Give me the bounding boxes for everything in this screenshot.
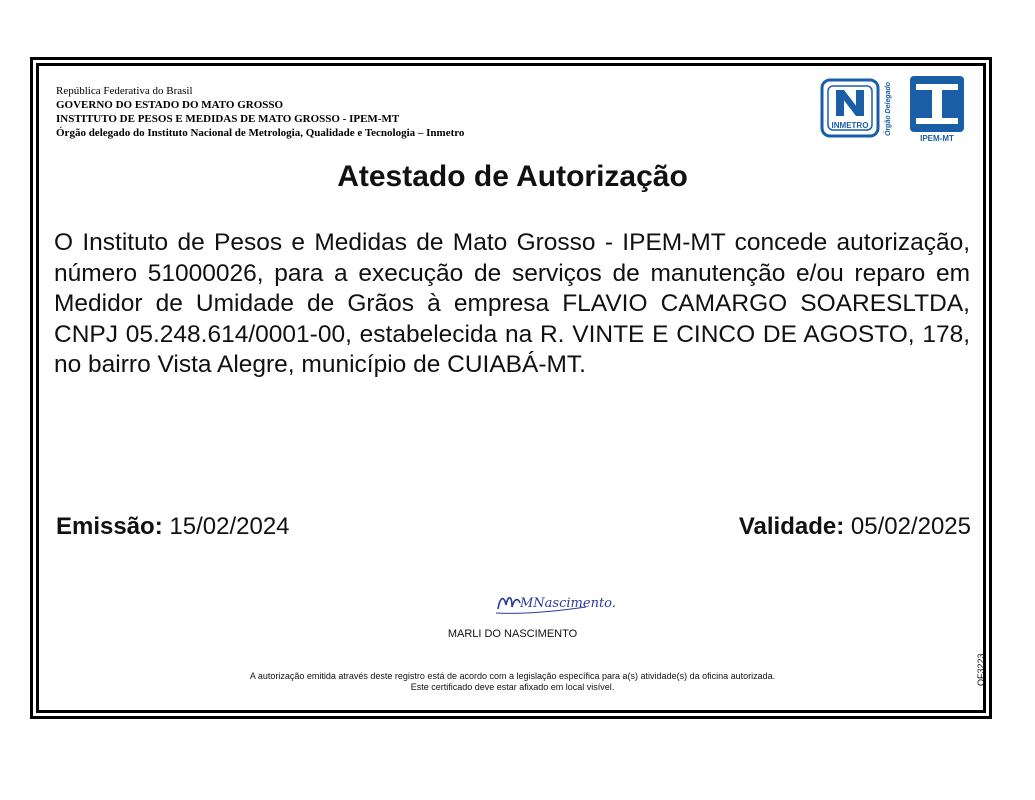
validity-date-label: Validade: [738,513,845,540]
ipem-logo-text: IPEM-MT [920,134,954,143]
issue-date [56,513,290,541]
delegado-logo-text: Órgão Delegado [885,81,892,136]
header-government: GOVERNO DO ESTADO DO MATO GROSSO [56,99,284,111]
validity-date [739,513,971,541]
footer-note [0,671,1025,693]
signature [490,585,616,619]
header-block [56,84,464,140]
inmetro-ipem-logo [818,72,970,144]
header-institute: INSTITUTO DE PESOS E MEDIDAS DE MATO GROSSO - IPEM-MT [56,113,400,125]
signer-name: MARLI DO NASCIMENTO [447,628,578,640]
document-title: Atestado de Autorização [337,160,688,193]
authorization-body: O Instituto de Pesos e Medidas de Mato Grosso - IPEM-MT concede autorização, número 51000026, para a execução de serviços de manutenção e/ou reparo em Medidor de Umidade de Grãos à empresa FLAVIO CAMARGO SOARESLTDA, CNPJ 05.248.614/0001-00, estabelecida na R. VINTE E CINCO DE AGOSTO, 178, no bairro Vista Alegre, município de CUIABÁ-MT. [54,229,970,378]
footer-line-1: A autorização emitida através deste registro está de acordo com a legislação específica para a(s) atividade(s) da oficina autorizada. [249,671,776,681]
header-republic: República Federativa do Brasil [56,85,193,97]
signature-image [490,585,616,619]
issue-date-value: 15/02/2024 [169,513,290,540]
inmetro-logo-text: INMETRO [831,121,869,130]
validity-date-value: 05/02/2025 [850,513,971,540]
logos [818,72,970,144]
signature-text: MNascimento. [520,596,616,611]
footer-line-2: Este certificado deve estar afixado em local visível. [410,682,615,692]
issue-date-label: Emissão: [56,513,163,540]
form-code: OF3223 [976,653,986,686]
header-delegate: Órgão delegado do Instituto Nacional de Metrologia, Qualidade e Tecnologia – Inmetro [56,127,465,139]
